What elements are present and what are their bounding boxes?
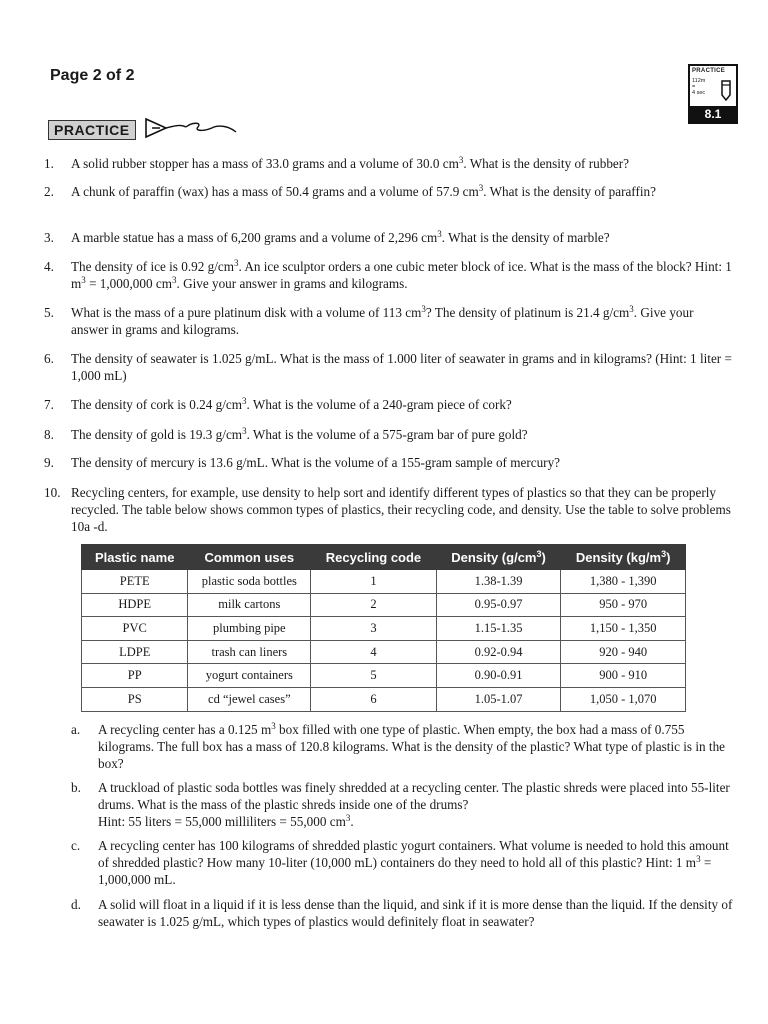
table-cell: PP [82, 664, 188, 688]
table-cell: 4 [311, 640, 437, 664]
subquestion-letter: c. [71, 838, 81, 853]
table-cell: milk cartons [188, 593, 311, 617]
table-cell: 1.38-1.39 [436, 570, 561, 594]
table-cell: 6 [311, 687, 437, 711]
plastics-table [81, 544, 686, 712]
table-row [82, 687, 686, 711]
question-item [44, 304, 734, 338]
practice-banner [48, 120, 136, 140]
page-label: Page 2 of 2 [50, 67, 135, 84]
subquestion-text: A recycling center has a 0.125 $m^3$ box filled with one type of plastic. When empty, the box had a mass of 0.755 kilograms. The full box has a mass of 120.8 kilograms. What is the density of the plastic? What type of plastic is in the box? [98, 721, 726, 771]
subquestion-item [71, 837, 733, 888]
practice-label: PRACTICE [48, 120, 136, 140]
table-header-cell: Plastic name [82, 545, 188, 570]
table-cell: plumbing pipe [188, 617, 311, 641]
table-cell: cd “jewel cases” [188, 687, 311, 711]
question-text: What is the mass of a pure platinum disk with a volume of 113 $cm^3$? The density of platinum is 21.4 $g/cm^3$. Give your answer in grams and kilograms. [71, 304, 694, 337]
question-text: Recycling centers, for example, use density to help sort and identify different types of plastics so that they can be properly recycled. The table below shows common types of plastics, their recycling code, and density. Use the table to solve problems 10a -d. [71, 485, 731, 534]
question-item [44, 155, 734, 172]
table-cell: 3 [311, 617, 437, 641]
table-cell: 2 [311, 593, 437, 617]
question-item [44, 454, 734, 471]
practice-badge [688, 64, 738, 124]
table-row [82, 664, 686, 688]
question-number: 10. [44, 485, 61, 500]
question-text: A marble statue has a mass of 6,200 grams and a volume of 2,296 $cm^3$. What is the density of marble? [71, 229, 610, 245]
question-text: The density of seawater is 1.025 g/mL. What is the mass of 1.000 liter of seawater in grams and in kilograms? (Hint: 1 liter = 1,000 mL) [71, 351, 732, 383]
question-number: 2. [44, 184, 54, 199]
table-header-cell: Common uses [188, 545, 311, 570]
table-cell: plastic soda bottles [188, 570, 311, 594]
subquestion-letter: d. [71, 897, 81, 912]
question-text: The density of gold is 19.3 $g/cm^3$. What is the volume of a 575-gram bar of pure gold? [71, 426, 528, 442]
question-text: A solid rubber stopper has a mass of 33.0 grams and a volume of 30.0 $cm^3$. What is the density of rubber? [71, 155, 630, 171]
question-text: The density of ice is 0.92 $g/cm^3$. An ice sculptor orders a one cubic meter block of ice. What is the mass of the block? Hint: 1 $m^3 = 1,000,000$ $cm^3$. Give your answer in grams and kilograms. [71, 258, 732, 291]
question-number: 8. [44, 427, 54, 442]
table-cell: 920 - 940 [561, 640, 686, 664]
subquestion-text: A recycling center has 100 kilograms of shredded plastic yogurt containers. What volume is needed to hold this amount of shredded plastic? How many 10-liter (10,000 mL) containers do they need to hold all of this plastic? Hint: 1 $m^3 = 1,000,000$ mL. [98, 838, 729, 887]
table-cell: PVC [82, 617, 188, 641]
subquestion-letter: a. [71, 722, 81, 737]
subquestion-text: A solid will float in a liquid if it is less dense than the liquid, and sink if it is more dense than the liquid. If the density of seawater is 1.025 g/mL, which types of plastics would definitely float in seawater? [98, 897, 733, 929]
question-item [44, 258, 734, 292]
subquestion-text: A truckload of plastic soda bottles was finely shredded at a recycling center. The plastic shreds were placed into 55-liter drums. What is the mass of the plastic shreds inside one of the drums? Hint: 55 liters = 55,000 milliliters = 55,000 $cm^3$. [98, 780, 730, 829]
table-cell: 1.05-1.07 [436, 687, 561, 711]
table-header-cell: Density $(kg/m^3)$ [561, 545, 686, 570]
table-row [82, 593, 686, 617]
question-item [44, 396, 734, 413]
table-row [82, 617, 686, 641]
subquestion-item [71, 779, 733, 830]
table-row [82, 640, 686, 664]
table-cell: PS [82, 687, 188, 711]
table-cell: trash can liners [188, 640, 311, 664]
table-cell: 0.90-0.91 [436, 664, 561, 688]
table-header-cell: Density $(g/cm^3)$ [436, 545, 561, 570]
question-number: 6. [44, 351, 54, 366]
pencil-icon [719, 79, 733, 101]
table-cell: 1.15-1.35 [436, 617, 561, 641]
badge-code: 8.1 [690, 106, 736, 122]
question-number: 5. [44, 305, 54, 320]
question-number: 4. [44, 259, 54, 274]
table-cell: 1,050 - 1,070 [561, 687, 686, 711]
badge-formula: 112m = 4 sec [692, 78, 706, 96]
question-number: 7. [44, 397, 54, 412]
question-item [44, 229, 734, 246]
subquestion-item [71, 896, 733, 930]
table-row [82, 570, 686, 594]
table-cell: yogurt containers [188, 664, 311, 688]
question-text: A chunk of paraffin (wax) has a mass of 50.4 grams and a volume of 57.9 $cm^3$. What is the density of paraffin? [71, 183, 656, 199]
table-cell: LDPE [82, 640, 188, 664]
subquestion-item [71, 721, 733, 772]
table-cell: 5 [311, 664, 437, 688]
table-cell: PETE [82, 570, 188, 594]
table-cell: 1 [311, 570, 437, 594]
table-cell: 0.92-0.94 [436, 640, 561, 664]
table-cell: 1,150 - 1,350 [561, 617, 686, 641]
question-text: The density of mercury is 13.6 g/mL. What is the volume of a 155-gram sample of mercury? [71, 455, 561, 470]
question-item [44, 426, 734, 443]
table-cell: 900 - 910 [561, 664, 686, 688]
table-cell: HDPE [82, 593, 188, 617]
table-header-cell: Recycling code [311, 545, 437, 570]
table-cell: 0.95-0.97 [436, 593, 561, 617]
badge-practice-text: PRACTICE [692, 68, 726, 74]
question-text: The density of cork is 0.24 $g/cm^3$. What is the volume of a 240-gram piece of cork? [71, 396, 512, 412]
pencil-scribble-icon [144, 118, 284, 140]
subquestion-letter: b. [71, 780, 81, 795]
table-cell: 1,380 - 1,390 [561, 570, 686, 594]
table-cell: 950 - 970 [561, 593, 686, 617]
question-item [44, 183, 734, 200]
question-number: 3. [44, 230, 54, 245]
question-number: 1. [44, 156, 54, 171]
question-item [44, 484, 734, 535]
question-number: 9. [44, 455, 54, 470]
question-item [44, 350, 734, 384]
table-header-row [82, 545, 686, 570]
